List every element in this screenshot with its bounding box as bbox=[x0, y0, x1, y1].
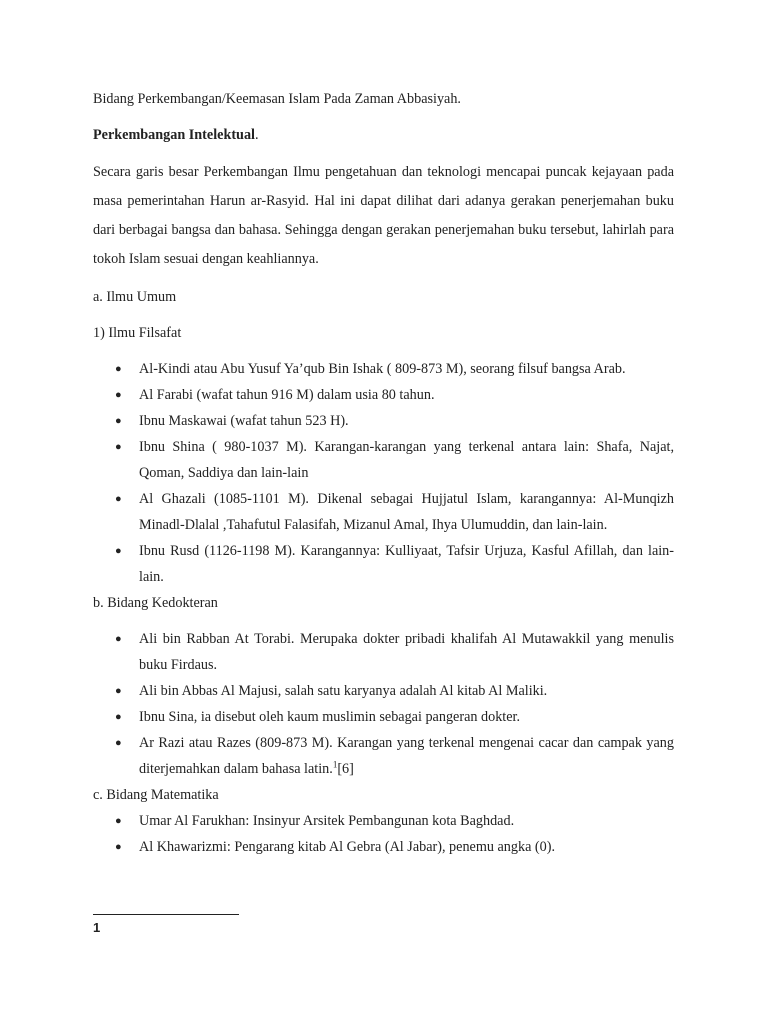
list-matematika bbox=[93, 808, 674, 860]
footnote-number: 1 bbox=[93, 920, 101, 935]
bullet-icon: ● bbox=[115, 545, 122, 557]
section-heading-punct: . bbox=[254, 127, 259, 143]
heading-ilmu-umum: a. Ilmu Umum bbox=[93, 289, 177, 305]
list-item bbox=[93, 834, 674, 860]
list-item-text: Al Ghazali (1085-1101 M). Dikenal sebagai Hujjatul Islam, karangannya: Al-Munqizh Minadl-Dlalal ,Tahafutul Falasifah, Mizanul Amal, Ihya Ulumuddin, dan lain-lain. bbox=[139, 491, 674, 533]
bullet-icon: ● bbox=[115, 415, 122, 427]
bullet-icon: ● bbox=[115, 633, 122, 645]
list-item bbox=[93, 678, 674, 704]
list-item bbox=[93, 356, 674, 382]
bullet-icon: ● bbox=[115, 711, 122, 723]
heading-matematika: c. Bidang Matematika bbox=[93, 787, 219, 803]
list-item-text: Al-Kindi atau Abu Yusuf Ya’qub Bin Ishak ( 809-873 M), seorang filsuf bangsa Arab. bbox=[139, 361, 626, 377]
bullet-icon: ● bbox=[115, 441, 122, 453]
list-item-text: Umar Al Farukhan: Insinyur Arsitek Pembangunan kota Baghdad. bbox=[139, 813, 515, 829]
heading-kedokteran: b. Bidang Kedokteran bbox=[93, 595, 218, 611]
list-item-text: Ali bin Rabban At Torabi. Merupaka dokter pribadi khalifah Al Mutawakkil yang menulis buku Firdaus. bbox=[139, 631, 674, 673]
bullet-icon: ● bbox=[115, 493, 122, 505]
list-item bbox=[93, 486, 674, 538]
list-item-body: Ar Razi atau Razes (809-873 M). Karangan yang terkenal mengenai cacar dan campak yang diterjemahkan dalam bahasa latin. bbox=[139, 735, 674, 777]
citation-reference: [6] bbox=[337, 761, 354, 777]
bullet-icon: ● bbox=[115, 737, 122, 749]
list-item-text: Al Farabi (wafat tahun 916 M) dalam usia 80 tahun. bbox=[139, 387, 435, 403]
section-heading bbox=[93, 122, 674, 148]
intro-paragraph: Secara garis besar Perkembangan Ilmu pengetahuan dan teknologi mencapai puncak kejayaan pada masa pemerintahan Harun ar-Rasyid. Hal ini dapat dilihat dari adanya gerakan penerjemahan buku dari berbagai bangsa dan bahasa. Sehingga dengan gerakan penerjemahan buku tersebut, lahirlah para tokoh Islam sesuai dengan keahliannya. bbox=[93, 164, 674, 267]
footnote-separator bbox=[93, 914, 239, 915]
list-item-text bbox=[139, 730, 674, 782]
footnote-reference[interactable]: 1 bbox=[332, 759, 338, 770]
list-item bbox=[93, 730, 674, 782]
bullet-icon: ● bbox=[115, 815, 122, 827]
bullet-icon: ● bbox=[115, 841, 122, 853]
list-item-text: Ali bin Abbas Al Majusi, salah satu karyanya adalah Al kitab Al Maliki. bbox=[139, 683, 548, 699]
list-item bbox=[93, 408, 674, 434]
document-title: Bidang Perkembangan/Keemasan Islam Pada Zaman Abbasiyah. bbox=[93, 91, 461, 107]
list-item-text: Al Khawarizmi: Pengarang kitab Al Gebra (Al Jabar), penemu angka (0). bbox=[139, 839, 556, 855]
bullet-icon: ● bbox=[115, 685, 122, 697]
list-item-text: Ibnu Maskawai (wafat tahun 523 H). bbox=[139, 413, 349, 429]
bullet-icon: ● bbox=[115, 389, 122, 401]
document-page bbox=[93, 86, 674, 860]
list-item bbox=[93, 626, 674, 678]
list-item-text: Ibnu Shina ( 980-1037 M). Karangan-karangan yang terkenal antara lain: Shafa, Najat, Qoman, Saddiya dan lain-lain bbox=[139, 439, 674, 481]
heading-ilmu-filsafat: 1) Ilmu Filsafat bbox=[93, 325, 182, 341]
list-filsafat bbox=[93, 356, 674, 590]
list-kedokteran bbox=[93, 626, 674, 782]
list-item bbox=[93, 434, 674, 486]
list-item bbox=[93, 382, 674, 408]
list-item-text: Ibnu Sina, ia disebut oleh kaum muslimin sebagai pangeran dokter. bbox=[139, 709, 521, 725]
bullet-icon: ● bbox=[115, 363, 122, 375]
list-item-text: Ibnu Rusd (1126-1198 M). Karangannya: Kulliyaat, Tafsir Urjuza, Kasful Afillah, dan lain-lain. bbox=[139, 543, 674, 585]
list-item bbox=[93, 538, 674, 590]
list-item bbox=[93, 704, 674, 730]
section-heading-text: Perkembangan Intelektual bbox=[93, 127, 255, 143]
list-item bbox=[93, 808, 674, 834]
